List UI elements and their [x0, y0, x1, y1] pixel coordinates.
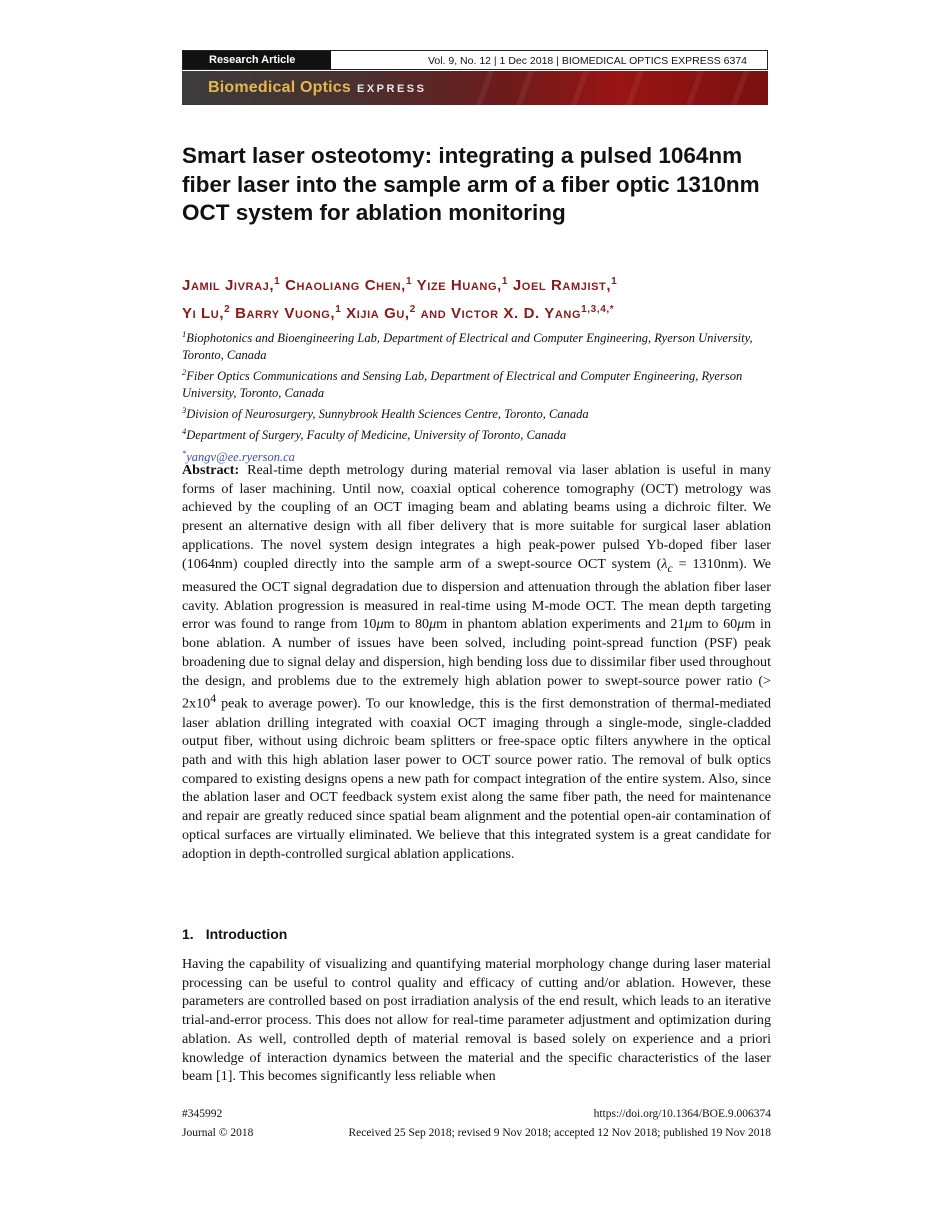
- author: Yi Lu,$^2$: [182, 304, 231, 322]
- paper-title: Smart laser osteotomy: integrating a pulsed 1064nm fiber laser into the sample arm of a fiber optic 1310nm OCT system for ablation monitoring: [182, 143, 760, 225]
- author: Barry Vuong,$^1$: [235, 304, 342, 322]
- affiliation: $^2$Fiber Optics Communications and Sensing Lab, Department of Electrical and Computer Engineering, Ryerson University, Toronto, Canada: [182, 367, 743, 401]
- abstract: Abstract: Real-time depth metrology during material removal via laser ablation is useful in many forms of laser machining. Until now, coaxial optical coherence tomography (OCT) metrology was achieved by the coupling of an OCT imaging beam and ablating beams using a dichroic filter. We present an alternative design with all fiber delivery that is more suitable for surgical laser ablation applications. The novel system design integrates a high peak-power pulsed Yb-doped fiber laser (1064nm) coupled directly into the sample arm of a swept-source OCT system $(\lambda_c = 1310nm)$. We measured the OCT signal degradation due to dispersion and attenuation through the ablation fiber laser cavity. Ablation progression is measured in real-time using M-mode OCT. The mean depth targeting error was found to range from 10μm to 80μm in phantom ablation experiments and 21μm to 60μm in bone ablation. A number of issues have been solved, including point-spread function (PSF) peak broadening due to signal delay and dispersion, high bending loss due to dissimilar fiber used throughout the design, and problems due to the extremely high ablation power to swept-source power ratio (> $2x10^4$ peak to average power). To our knowledge, this is the first demonstration of thermal-mediated laser ablation drilling integrated with coaxial OCT imaging through a single-mode, single-cladded output fiber, without using dichroic beam splitters or free-space optic filters anywhere in the optical path and with this high ablation laser power to OCT source power ratio. The removal of bulk optics compared to existing designs opens a new path for compact integration of the entire system. Also, since the ablation laser and OCT feedback system exist along the same fiber path, the need for maintenance and repair are greatly reduced since spatial beam alignment and the potential open-air contamination of optical surfaces are virtually eliminated. We believe that this integrated system is a great candidate for adoption in depth-controlled surgical ablation applications.: [182, 462, 771, 862]
- author: and Victor X. D. Yang$^{1,3,4,*}$: [420, 304, 615, 322]
- author: Yize Huang,$^1$: [416, 276, 509, 294]
- corresponding-email[interactable]: *yangv@ee.ryerson.ca: [182, 447, 295, 464]
- section-body: Having the capability of visualizing and quantifying material morphology change during laser material processing can be useful to control quality and efficacy of cutting and/or ablation. However, these parameters are controlled based on post irradiation analysis of the end result, which leads to an iterative trial-and-error process. This does not allow for real-time parameter adjustment and optimization during ablation. As well, controlled depth of material removal is based solely on experience and a priori knowledge of interaction dynamics between the material and the specific characteristics of the laser beam [1]. This becomes significantly less reliable when: [182, 956, 771, 1085]
- affiliation: $^4$Department of Surgery, Faculty of Medicine, University of Toronto, Canada: [182, 426, 567, 443]
- affiliation: $^3$Division of Neurosurgery, Sunnybrook Health Sciences Centre, Toronto, Canada: [182, 405, 589, 422]
- affiliations: [182, 326, 772, 466]
- volume-info: Vol. 9, No. 12 | 1 Dec 2018 | BIOMEDICAL OPTICS EXPRESS 6374: [427, 55, 747, 67]
- copyright: Journal © 2018: [182, 1127, 254, 1139]
- author-list: [182, 270, 782, 326]
- journal-brand-suffix: EXPRESS: [357, 83, 427, 95]
- journal-logo: [208, 79, 426, 97]
- section-title: Introduction: [205, 926, 288, 942]
- affiliation: $^1$Biophotonics and Bioengineering Lab, Department of Electrical and Computer Engineering, Ryerson University, Toronto, Canada: [182, 329, 753, 363]
- publication-dates: Received 25 Sep 2018; revised 9 Nov 2018; accepted 12 Nov 2018; published 19 Nov 2018: [348, 1127, 771, 1139]
- journal-header-bar: [182, 50, 768, 70]
- doi-link[interactable]: https://doi.org/10.1364/BOE.9.006374: [593, 1108, 771, 1120]
- journal-banner: [182, 71, 768, 105]
- journal-brand: Biomedical Optics: [208, 79, 351, 96]
- author: Chaoliang Chen,$^1$: [285, 276, 413, 294]
- manuscript-id: #345992: [182, 1108, 223, 1120]
- article-type-label: Research Article: [183, 51, 331, 69]
- section-number: 1.: [182, 926, 194, 942]
- author: Xijia Gu,$^2$: [346, 304, 416, 322]
- section-heading: [182, 926, 287, 942]
- author: Joel Ramjist,$^1$: [512, 276, 618, 294]
- abstract-label: Abstract:: [182, 462, 240, 478]
- author: Jamil Jivraj,$^1$: [182, 276, 281, 294]
